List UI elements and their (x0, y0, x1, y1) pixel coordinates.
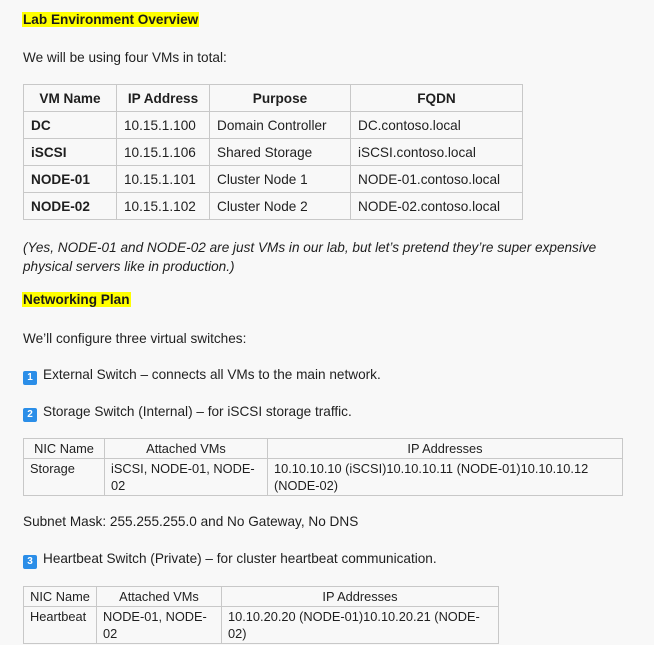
table-row (24, 193, 523, 220)
vm-table-header-row (24, 85, 523, 112)
number-1-icon: 1 (23, 371, 37, 385)
column-header: Attached VMs (105, 439, 268, 459)
purpose-cell: Cluster Node 1 (210, 166, 351, 193)
vm-name-cell: NODE-01 (24, 166, 117, 193)
lab-note-text: (Yes, NODE-01 and NODE-02 are just VMs in our lab, but let’s pretend they’re super expensive physical servers like in production.) (23, 240, 597, 274)
table-row (24, 166, 523, 193)
column-header: NIC Name (24, 439, 105, 459)
column-header: NIC Name (24, 587, 97, 607)
fqdn-cell: DC.contoso.local (351, 112, 523, 139)
ip-addresses-cell: 10.10.10.10 (iSCSI)10.10.10.11 (NODE-01)10.10.10.12 (NODE-02) (268, 459, 623, 496)
storage-switch-text: Storage Switch (Internal) – for iSCSI storage traffic. (43, 404, 352, 419)
vm-intro-text: We will be using four VMs in total: (23, 50, 227, 65)
column-header: IP Address (117, 85, 210, 112)
ip-addresses-cell: 10.10.20.20 (NODE-01)10.10.20.21 (NODE-02) (222, 607, 499, 644)
switches-intro-text: We’ll configure three virtual switches: (23, 331, 247, 346)
nic-name-cell: Heartbeat (24, 607, 97, 644)
ip-cell: 10.15.1.102 (117, 193, 210, 220)
purpose-cell: Cluster Node 2 (210, 193, 351, 220)
table-row (24, 607, 499, 644)
column-header: Attached VMs (97, 587, 222, 607)
column-header: FQDN (351, 85, 523, 112)
vm-name-cell: iSCSI (24, 139, 117, 166)
ip-cell: 10.15.1.101 (117, 166, 210, 193)
attached-vms-cell: iSCSI, NODE-01, NODE-02 (105, 459, 268, 496)
fqdn-cell: NODE-02.contoso.local (351, 193, 523, 220)
external-switch-text: External Switch – connects all VMs to the main network. (43, 367, 381, 382)
vm-table (23, 84, 523, 220)
vm-name-cell: NODE-02 (24, 193, 117, 220)
heartbeat-switch-text: Heartbeat Switch (Private) – for cluster heartbeat communication. (43, 551, 437, 566)
fqdn-cell: NODE-01.contoso.local (351, 166, 523, 193)
storage-nic-table (23, 438, 623, 496)
ip-cell: 10.15.1.106 (117, 139, 210, 166)
column-header: Purpose (210, 85, 351, 112)
subnet-note-text: Subnet Mask: 255.255.255.0 and No Gateway, No DNS (23, 514, 359, 529)
number-3-icon: 3 (23, 555, 37, 569)
external-switch-item (23, 367, 381, 385)
column-header: IP Addresses (222, 587, 499, 607)
table-row (24, 459, 623, 496)
attached-vms-cell: NODE-01, NODE-02 (97, 607, 222, 644)
ip-cell: 10.15.1.100 (117, 112, 210, 139)
heartbeat-table-header-row (24, 587, 499, 607)
purpose-cell: Domain Controller (210, 112, 351, 139)
column-header: IP Addresses (268, 439, 623, 459)
table-row (24, 139, 523, 166)
vm-name-cell: DC (24, 112, 117, 139)
heartbeat-nic-table (23, 586, 499, 644)
column-header: VM Name (24, 85, 117, 112)
table-row (24, 112, 523, 139)
storage-table-header-row (24, 439, 623, 459)
heartbeat-switch-item (23, 551, 437, 569)
purpose-cell: Shared Storage (210, 139, 351, 166)
networking-plan-heading: Networking Plan (23, 292, 130, 307)
storage-switch-item (23, 404, 352, 422)
nic-name-cell: Storage (24, 459, 105, 496)
number-2-icon: 2 (23, 408, 37, 422)
fqdn-cell: iSCSI.contoso.local (351, 139, 523, 166)
lab-environment-heading: Lab Environment Overview (23, 12, 199, 27)
